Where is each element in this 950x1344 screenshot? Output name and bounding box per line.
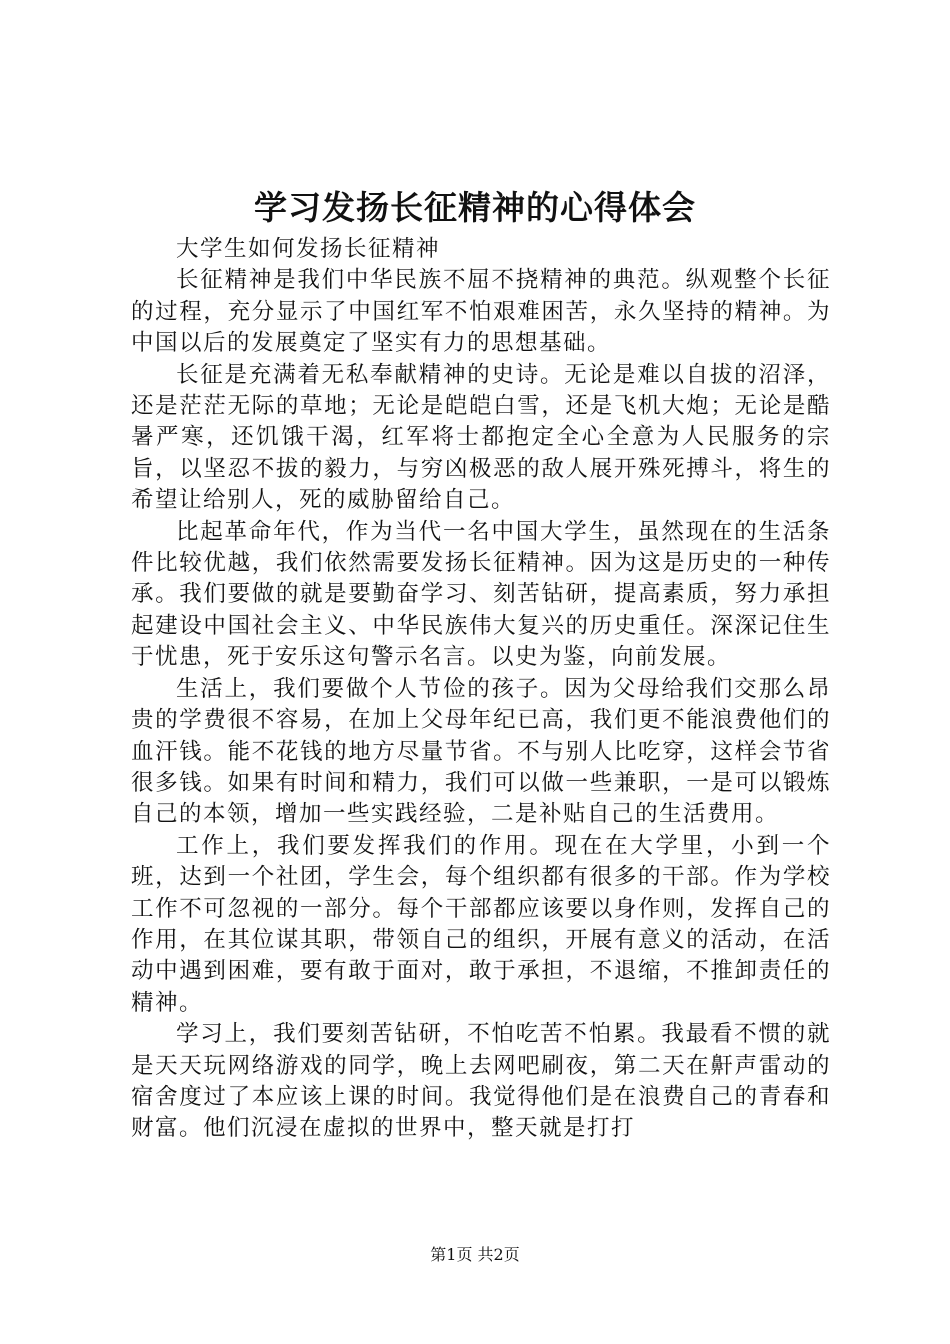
- paragraph-5: 工作上，我们要发挥我们的作用。现在在大学里，小到一个班，达到一个社团，学生会，每个组织都有很多的干部。作为学校工作不可忽视的一部分。每个干部都应该要以身作则，发挥自己的作用，在其位谋其职，带领自己的组织，开展有意义的活动，在活动中遇到困难，要有敢于面对，敢于承担，不退缩，不推卸责任的精神。: [131, 832, 831, 1016]
- paragraph-1: 长征精神是我们中华民族不屈不挠精神的典范。纵观整个长征的过程，充分显示了中国红军不怕艰难困苦，永久坚持的精神。为中国以后的发展奠定了坚实有力的思想基础。: [131, 267, 831, 357]
- paragraph-3: 比起革命年代，作为当代一名中国大学生，虽然现在的生活条件比较优越，我们依然需要发扬长征精神。因为这是历史的一种传承。我们要做的就是要勤奋学习、刻苦钻研，提高素质，努力承担起建设中国社会主义、中华民族伟大复兴的历史重任。深深记住生于忧患，死于安乐这句警示名言。以史为鉴，向前发展。: [131, 518, 831, 671]
- paragraph-2: 长征是充满着无私奉献精神的史诗。无论是难以自拔的沼泽，还是茫茫无际的草地；无论是皑皑白雪，还是飞机大炮；无论是酷暑严寒，还饥饿干渴，红军将士都抱定全心全意为人民服务的宗旨，以坚忍不拔的毅力，与穷凶极恶的敌人展开殊死搏斗，将生的希望让给别人，死的威胁留给自己。: [131, 361, 831, 514]
- paragraph-6: 学习上，我们要刻苦钻研，不怕吃苦不怕累。我最看不惯的就是天天玩网络游戏的同学，晚上去网吧刷夜，第二天在鼾声雷动的宿舍度过了本应该上课的时间。我觉得他们是在浪费自己的青春和财富。他们沉浸在虚拟的世界中，整天就是打打: [131, 1021, 831, 1142]
- paragraph-4: 生活上，我们要做个人节俭的孩子。因为父母给我们交那么昂贵的学费很不容易，在加上父母年纪已高，我们更不能浪费他们的血汗钱。能不花钱的地方尽量节省。不与别人比吃穿，这样会节省很多钱。如果有时间和精力，我们可以做一些兼职，一是可以锻炼自己的本领，增加一些实践经验，二是补贴自己的生活费用。: [131, 675, 831, 828]
- document-subtitle: 大学生如何发扬长征精神: [176, 236, 441, 262]
- page-footer: 第1页 共2页: [430, 1245, 520, 1264]
- document-title: 学习发扬长征精神的心得体会: [254, 188, 696, 227]
- document-body: [131, 234, 831, 1145]
